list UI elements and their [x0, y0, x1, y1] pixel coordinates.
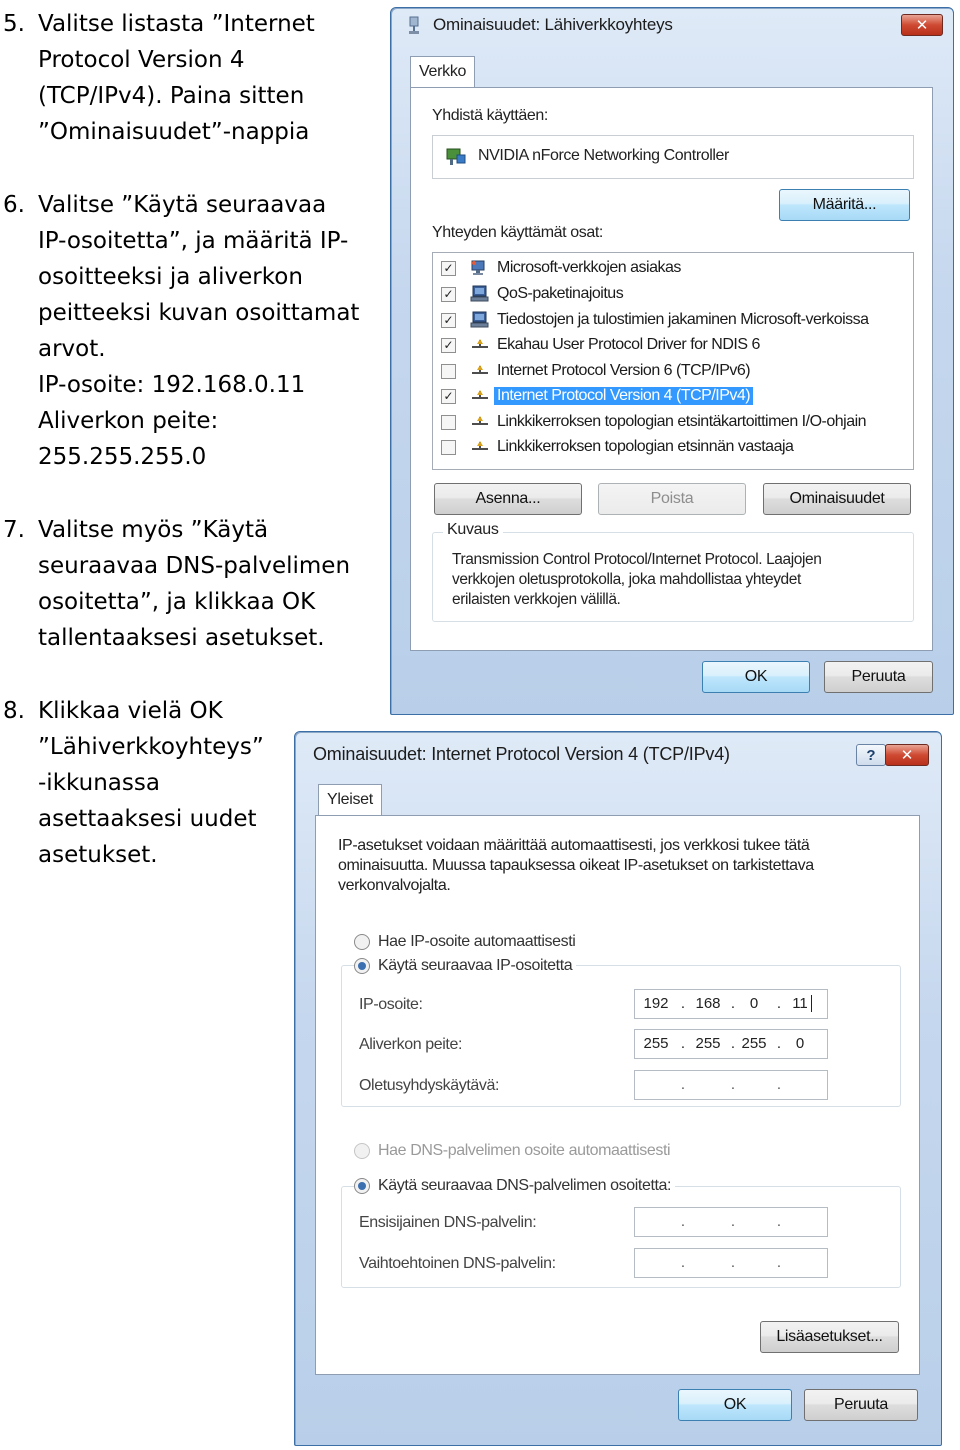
components-list[interactable]	[432, 252, 914, 470]
help-icon: ?	[866, 746, 876, 764]
ip-dot: .	[776, 1076, 782, 1093]
advanced-button[interactable]: Lisäasetukset...	[760, 1321, 899, 1353]
protocol-icon	[470, 413, 490, 431]
protocol-icon	[470, 362, 490, 380]
cancel-button[interactable]: Peruuta	[804, 1389, 918, 1421]
component-label: Ekahau User Protocol Driver for NDIS 6	[497, 336, 760, 353]
preferred-dns-input[interactable]	[634, 1207, 828, 1237]
description-line: verkkojen oletusprotokolla, joka mahdollistaa yhteydet	[452, 571, 801, 588]
tab-content	[315, 815, 920, 1375]
component-label: Internet Protocol Version 4 (TCP/IPv4)	[494, 387, 753, 405]
subnet-mask-input[interactable]	[634, 1029, 828, 1059]
radio-button[interactable]	[354, 934, 370, 950]
ok-button[interactable]: OK	[678, 1389, 792, 1421]
close-icon: ✕	[915, 17, 929, 34]
checkbox[interactable]: ✓	[441, 338, 456, 353]
ip-dot: .	[776, 1254, 782, 1271]
auto-ip-radio[interactable]	[354, 933, 575, 951]
ip-octet: 255	[695, 1035, 721, 1052]
dialog-title: Ominaisuudet: Internet Protocol Version 4 (TCP/IPv4)	[313, 744, 730, 764]
subnet-mask-label: Aliverkon peite:	[359, 1036, 462, 1053]
step-line: Valitse ”Käytä seuraavaa	[38, 192, 327, 218]
ip-octet: 255	[741, 1035, 767, 1052]
step-line: tallentaaksesi asetukset.	[38, 625, 325, 651]
step-line: (TCP/IPv4). Paina sitten	[38, 83, 305, 109]
step-line: IP-osoitetta”, ja määritä IP-	[38, 228, 349, 254]
step-line: Protocol Version 4	[38, 47, 245, 73]
component-label: Linkkikerroksen topologian etsinnän vastaaja	[497, 438, 794, 455]
component-label: Linkkikerroksen topologian etsintäkartoittimen I/O-ohjain	[497, 413, 867, 430]
component-label: Tiedostojen ja tulostimien jakaminen Microsoft-verkoissa	[497, 311, 869, 328]
component-label: Microsoft-verkkojen asiakas	[497, 259, 681, 276]
checkbox[interactable]: ✓	[441, 389, 456, 404]
manual-dns-group	[341, 1177, 901, 1288]
adapter-icon	[445, 146, 467, 173]
remove-button[interactable]: Poista	[598, 483, 746, 515]
gateway-input[interactable]	[634, 1070, 828, 1100]
ip-dot: .	[776, 1035, 782, 1052]
alternate-dns-label: Vaihtoehtoinen DNS-palvelin:	[359, 1255, 556, 1272]
list-item[interactable]	[441, 435, 796, 459]
intro-line: ominaisuutta. Muussa tapauksessa oikeat IP-asetukset on tarkistettava	[338, 857, 814, 874]
checkbox[interactable]: ✓	[441, 261, 456, 276]
step-number: 6.	[3, 192, 25, 218]
connect-using-label: Yhdistä käyttäen:	[432, 107, 548, 124]
manual-dns-radio[interactable]	[354, 1177, 675, 1195]
ip-address-label: IP-osoite:	[359, 996, 423, 1013]
manual-ip-label: Käytä seuraavaa IP-osoitetta	[378, 957, 573, 974]
install-button[interactable]: Asenna...	[434, 483, 582, 515]
ip-octet: 11	[792, 995, 808, 1012]
list-item[interactable]	[441, 308, 872, 332]
step-line: seuraavaa DNS-palvelimen	[38, 553, 351, 579]
list-item[interactable]	[441, 359, 753, 383]
protocol-icon	[470, 336, 490, 354]
ip-dot: .	[730, 1213, 736, 1230]
step-line: -ikkunassa	[38, 770, 160, 796]
service-icon	[470, 285, 490, 303]
close-button[interactable]	[901, 14, 943, 36]
checkbox[interactable]	[441, 415, 456, 430]
ip-dot: .	[680, 1076, 686, 1093]
step-number: 5.	[3, 11, 25, 37]
checkbox[interactable]: ✓	[441, 287, 456, 302]
step-line: peitteeksi kuvan osoittamat	[38, 300, 360, 326]
close-button[interactable]	[885, 744, 929, 766]
auto-dns-radio[interactable]	[354, 1142, 670, 1160]
list-item[interactable]	[441, 256, 684, 280]
step-line: IP-osoite: 192.168.0.11	[38, 372, 306, 398]
manual-dns-label: Käytä seuraavaa DNS-palvelimen osoitetta:	[378, 1177, 672, 1194]
list-item[interactable]	[441, 333, 763, 357]
client-icon	[470, 259, 490, 277]
ip-dot: .	[730, 1076, 736, 1093]
protocol-icon	[470, 387, 490, 405]
title-bar	[391, 8, 953, 42]
tab-content	[410, 87, 933, 651]
ip-dot: .	[680, 1213, 686, 1230]
component-label: Internet Protocol Version 6 (TCP/IPv6)	[497, 362, 751, 379]
ip-octet: 0	[795, 1035, 805, 1052]
ipv4-properties-dialog	[294, 731, 942, 1446]
radio-button[interactable]	[354, 1178, 370, 1194]
checkbox[interactable]	[441, 364, 456, 379]
ip-dot: .	[680, 995, 686, 1012]
step-line: arvot.	[38, 336, 106, 362]
step-line: osoitteeksi ja aliverkon	[38, 264, 303, 290]
service-icon	[470, 311, 490, 329]
alternate-dns-input[interactable]	[634, 1248, 828, 1278]
description-line: Transmission Control Protocol/Internet Protocol. Laajojen	[452, 551, 822, 568]
network-icon	[407, 16, 421, 41]
adapter-box	[432, 135, 914, 179]
preferred-dns-label: Ensisijainen DNS-palvelin:	[359, 1214, 537, 1231]
description-line: erilaisten verkkojen välillä.	[452, 591, 621, 608]
manual-ip-radio[interactable]	[354, 957, 576, 975]
description-label: Kuvaus	[443, 521, 503, 539]
auto-dns-label: Hae DNS-palvelimen osoite automaattisesti	[378, 1142, 671, 1159]
intro-line: IP-asetukset voidaan määrittää automaattisesti, jos verkkosi tukee tätä	[338, 837, 810, 854]
step-line: asetukset.	[38, 842, 158, 868]
configure-button[interactable]: Määritä...	[779, 189, 910, 221]
ip-dot: .	[776, 995, 782, 1012]
radio-button[interactable]	[354, 958, 370, 974]
step-line: asettaaksesi uudet	[38, 806, 257, 832]
step-line: Valitse myös ”Käytä	[38, 517, 269, 543]
list-item[interactable]	[441, 410, 869, 434]
ip-dot: .	[680, 1254, 686, 1271]
gateway-label: Oletusyhdyskäytävä:	[359, 1077, 500, 1094]
ip-address-input[interactable]	[634, 989, 828, 1019]
step-number: 7.	[3, 517, 25, 543]
ip-octet: 255	[643, 1035, 669, 1052]
ip-dot: .	[730, 1035, 736, 1052]
ip-octet: 168	[695, 995, 721, 1012]
list-item-selected[interactable]	[441, 384, 753, 408]
list-item[interactable]	[441, 282, 626, 306]
close-icon: ✕	[900, 747, 914, 764]
step-line: Aliverkon peite:	[38, 408, 219, 434]
component-label: QoS-paketinajoitus	[497, 285, 624, 302]
properties-button[interactable]: Ominaisuudet	[763, 483, 911, 515]
text-cursor	[811, 995, 812, 1012]
step-line: Valitse listasta ”Internet	[38, 11, 315, 37]
ip-dot: .	[730, 995, 736, 1012]
ip-octet: 0	[749, 995, 759, 1012]
tab-network[interactable]: Verkko	[410, 56, 475, 87]
intro-line: verkonvalvojalta.	[338, 877, 451, 894]
help-button[interactable]	[856, 744, 886, 766]
step-line: ”Lähiverkkoyhteys”	[38, 734, 264, 760]
step-line: Klikkaa vielä OK	[38, 698, 223, 724]
title-bar	[295, 732, 941, 766]
tab-general[interactable]: Yleiset	[318, 784, 382, 815]
ok-button[interactable]: OK	[702, 661, 810, 693]
dialog-title: Ominaisuudet: Lähiverkkoyhteys	[433, 15, 673, 34]
lan-properties-dialog	[390, 7, 954, 715]
step-line: osoitetta”, ja klikkaa OK	[38, 589, 316, 615]
checkbox[interactable]: ✓	[441, 313, 456, 328]
step-number: 8.	[3, 698, 25, 724]
step-line: ”Ominaisuudet”-nappia	[38, 119, 310, 145]
checkbox[interactable]	[441, 440, 456, 455]
protocol-icon	[470, 438, 490, 456]
auto-ip-label: Hae IP-osoite automaattisesti	[378, 933, 576, 950]
description-group	[432, 521, 914, 622]
adapter-name: NVIDIA nForce Networking Controller	[478, 147, 729, 164]
manual-ip-group	[341, 957, 901, 1107]
step-line: 255.255.255.0	[38, 444, 207, 470]
ip-dot: .	[730, 1254, 736, 1271]
cancel-button[interactable]: Peruuta	[824, 661, 933, 693]
components-label: Yhteyden käyttämät osat:	[432, 224, 603, 241]
ip-octet: 192	[643, 995, 669, 1012]
radio-button[interactable]	[354, 1143, 370, 1159]
ip-dot: .	[776, 1213, 782, 1230]
ip-dot: .	[680, 1035, 686, 1052]
